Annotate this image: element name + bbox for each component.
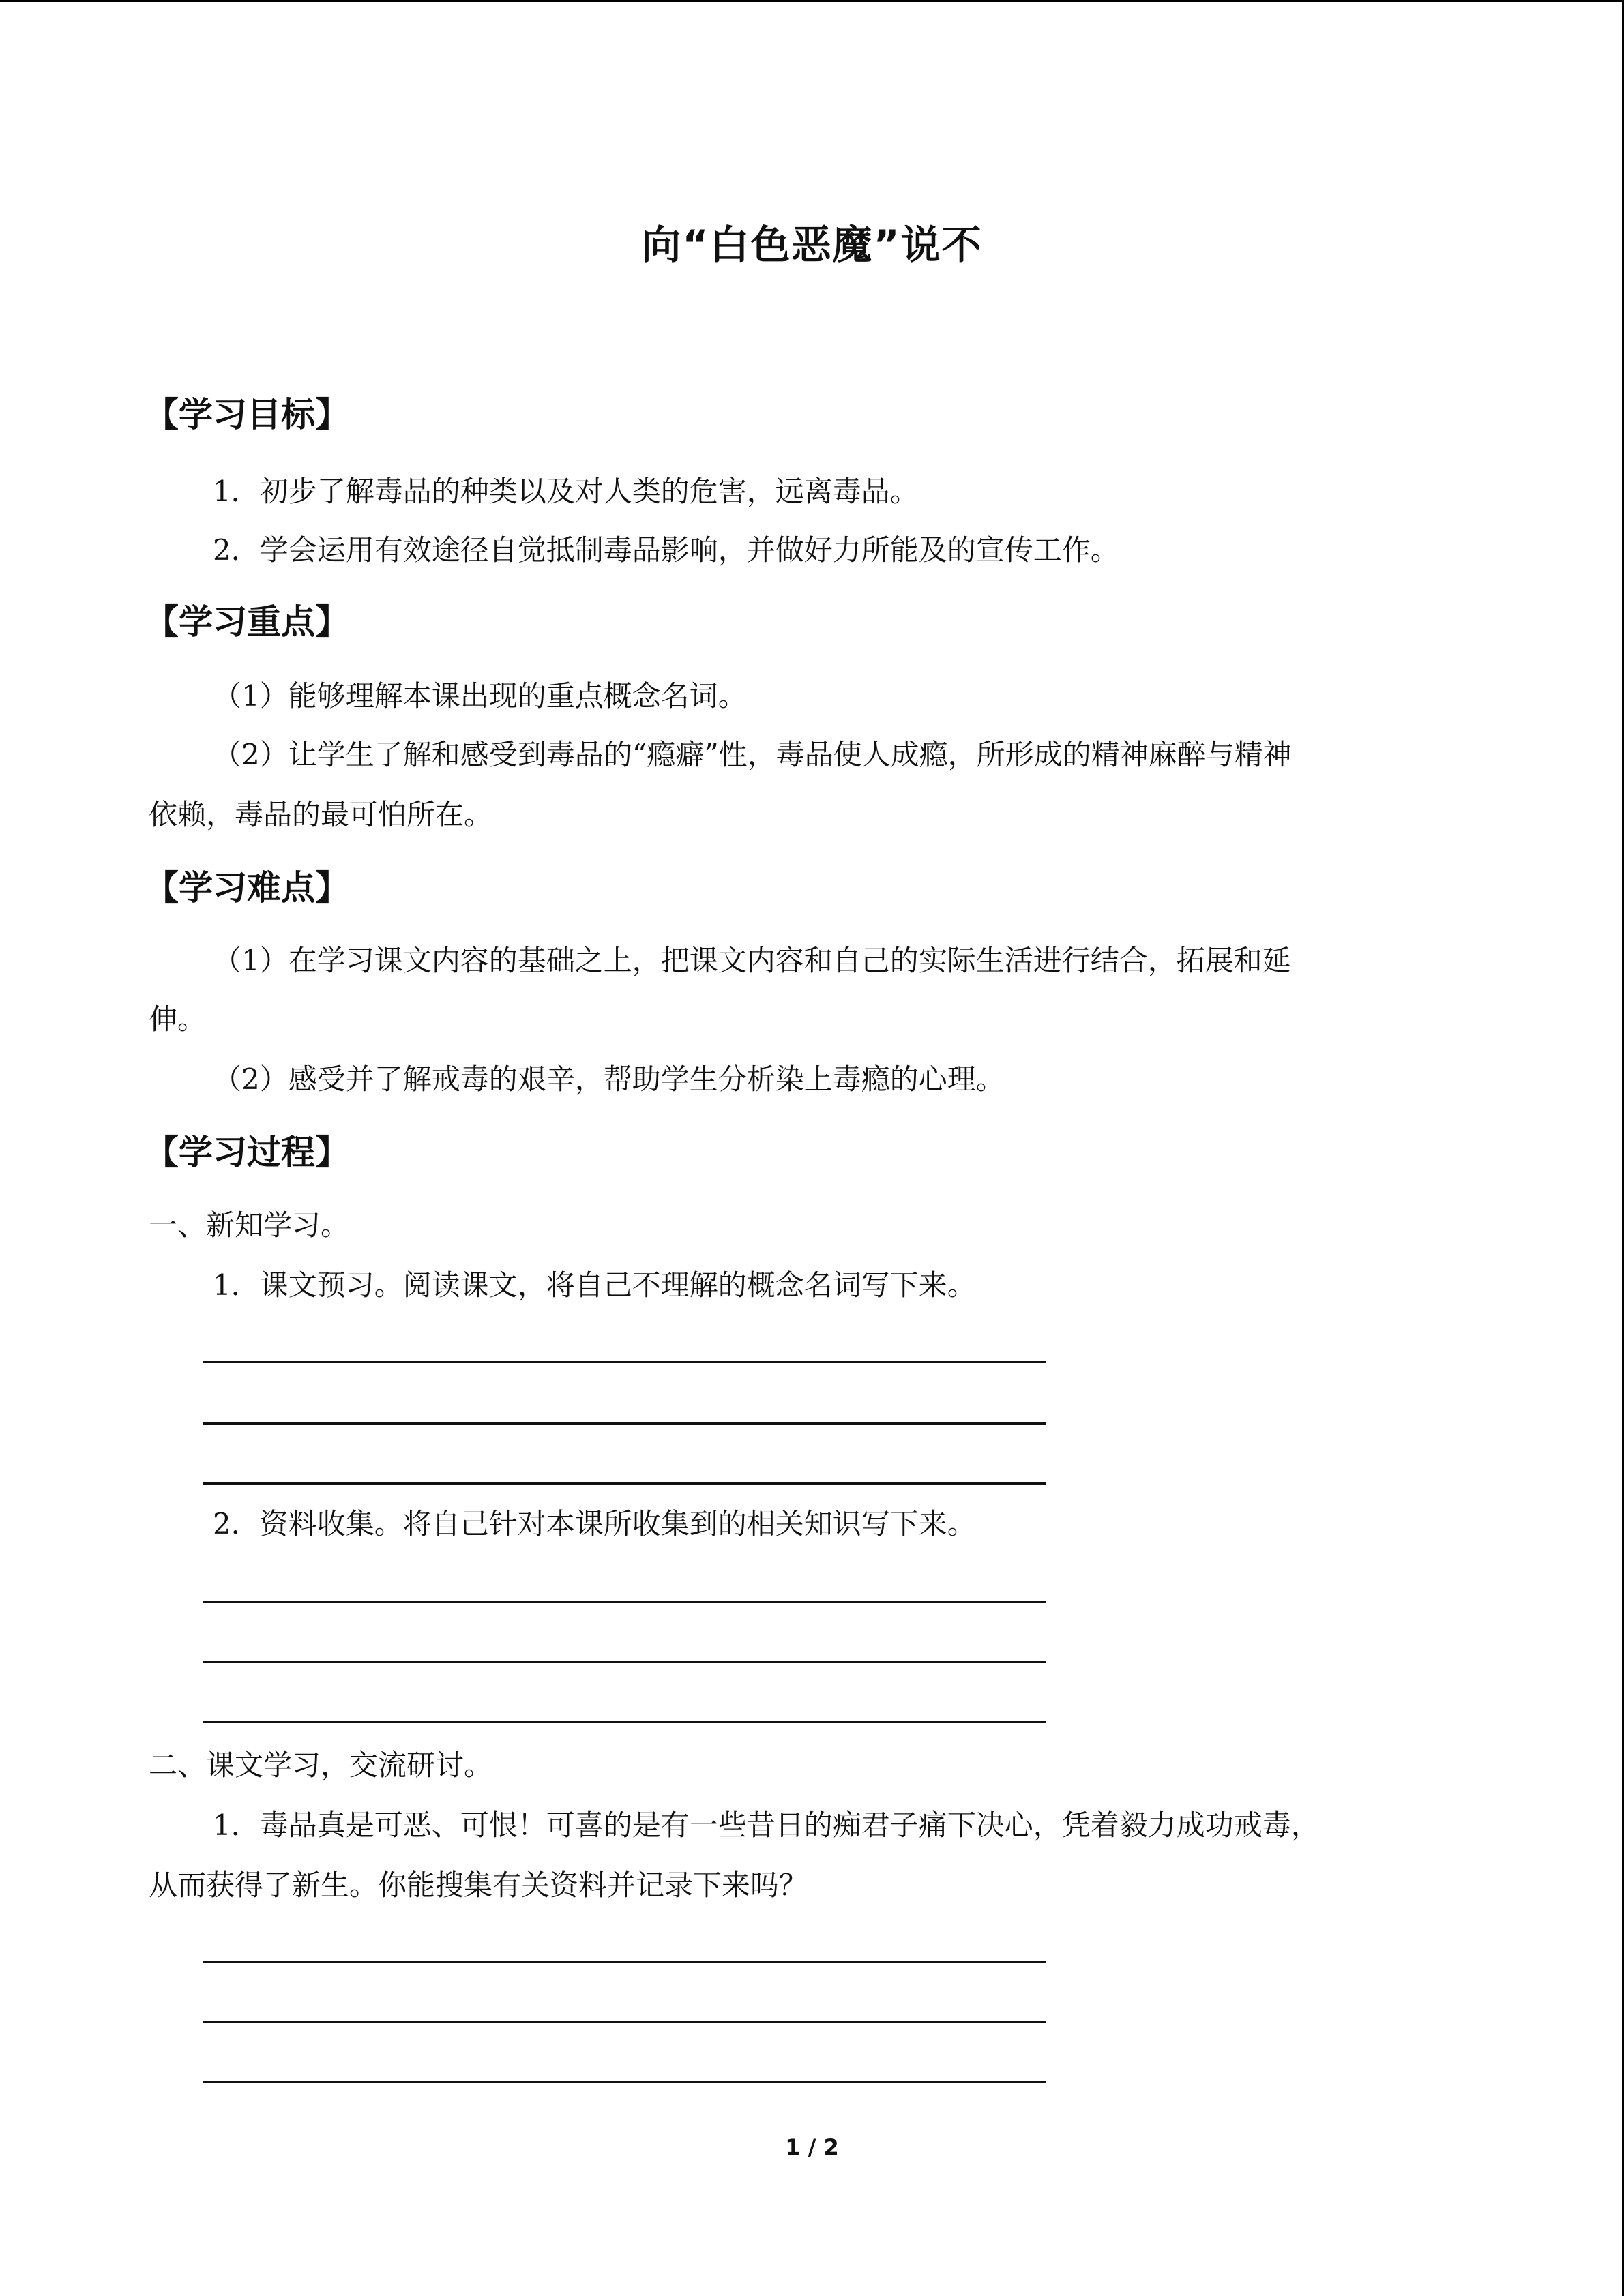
part-1-task-2: 2．资料收集。将自己针对本课所收集到的相关知识写下来。 xyxy=(213,1507,976,1540)
difficulty-item-1-line-2: 伸。 xyxy=(149,1002,207,1036)
page-top-border xyxy=(0,0,1624,2)
key-point-item-2-line-1: （2）让学生了解和感受到毒品的“瘾癖”性，毒品使人成瘾，所形成的精神麻醉与精神 xyxy=(213,738,1292,771)
heading-process: 【学习过程】 xyxy=(145,1133,349,1172)
difficulty-item-2: （2）感受并了解戒毒的艰辛，帮助学生分析染上毒瘾的心理。 xyxy=(213,1062,1005,1096)
answer-line[interactable] xyxy=(203,1601,1046,1603)
answer-line[interactable] xyxy=(203,1721,1046,1723)
answer-line[interactable] xyxy=(203,2081,1046,2083)
objective-item-1: 1．初步了解毒品的种类以及对人类的危害，远离毒品。 xyxy=(213,475,919,508)
answer-line[interactable] xyxy=(203,2021,1046,2023)
difficulty-item-1-line-1: （1）在学习课文内容的基础之上，把课文内容和自己的实际生活进行结合，拓展和延 xyxy=(213,944,1291,977)
answer-line[interactable] xyxy=(203,1482,1046,1485)
answer-line[interactable] xyxy=(203,1661,1046,1663)
key-point-item-2-line-2: 依赖，毒品的最可怕所在。 xyxy=(149,798,493,831)
page-number: 1 / 2 xyxy=(785,2134,839,2160)
part-1-title: 一、新知学习。 xyxy=(149,1208,350,1242)
heading-key-points: 【学习重点】 xyxy=(145,602,349,642)
key-point-item-1: （1）能够理解本课出现的重点概念名词。 xyxy=(213,679,747,713)
part-2-title: 二、课文学习，交流研讨。 xyxy=(149,1748,493,1782)
answer-line[interactable] xyxy=(203,1361,1046,1363)
part-2-task-1-line-1: 1．毒品真是可恶、可恨！可喜的是有一些昔日的痴君子痛下决心，凭着毅力成功戒毒， xyxy=(213,1808,1320,1842)
heading-difficulties: 【学习难点】 xyxy=(145,868,349,908)
objective-item-2: 2．学会运用有效途径自觉抵制毒品影响，并做好力所能及的宣传工作。 xyxy=(213,533,1119,567)
answer-line[interactable] xyxy=(203,1961,1046,1963)
heading-objectives: 【学习目标】 xyxy=(145,395,349,434)
answer-line[interactable] xyxy=(203,1422,1046,1425)
part-1-task-1: 1．课文预习。阅读课文，将自己不理解的概念名词写下来。 xyxy=(213,1268,976,1302)
part-2-task-1-line-2: 从而获得了新生。你能搜集有关资料并记录下来吗？ xyxy=(149,1868,808,1902)
document-title: 向“白色恶魔”说不 xyxy=(641,222,983,268)
